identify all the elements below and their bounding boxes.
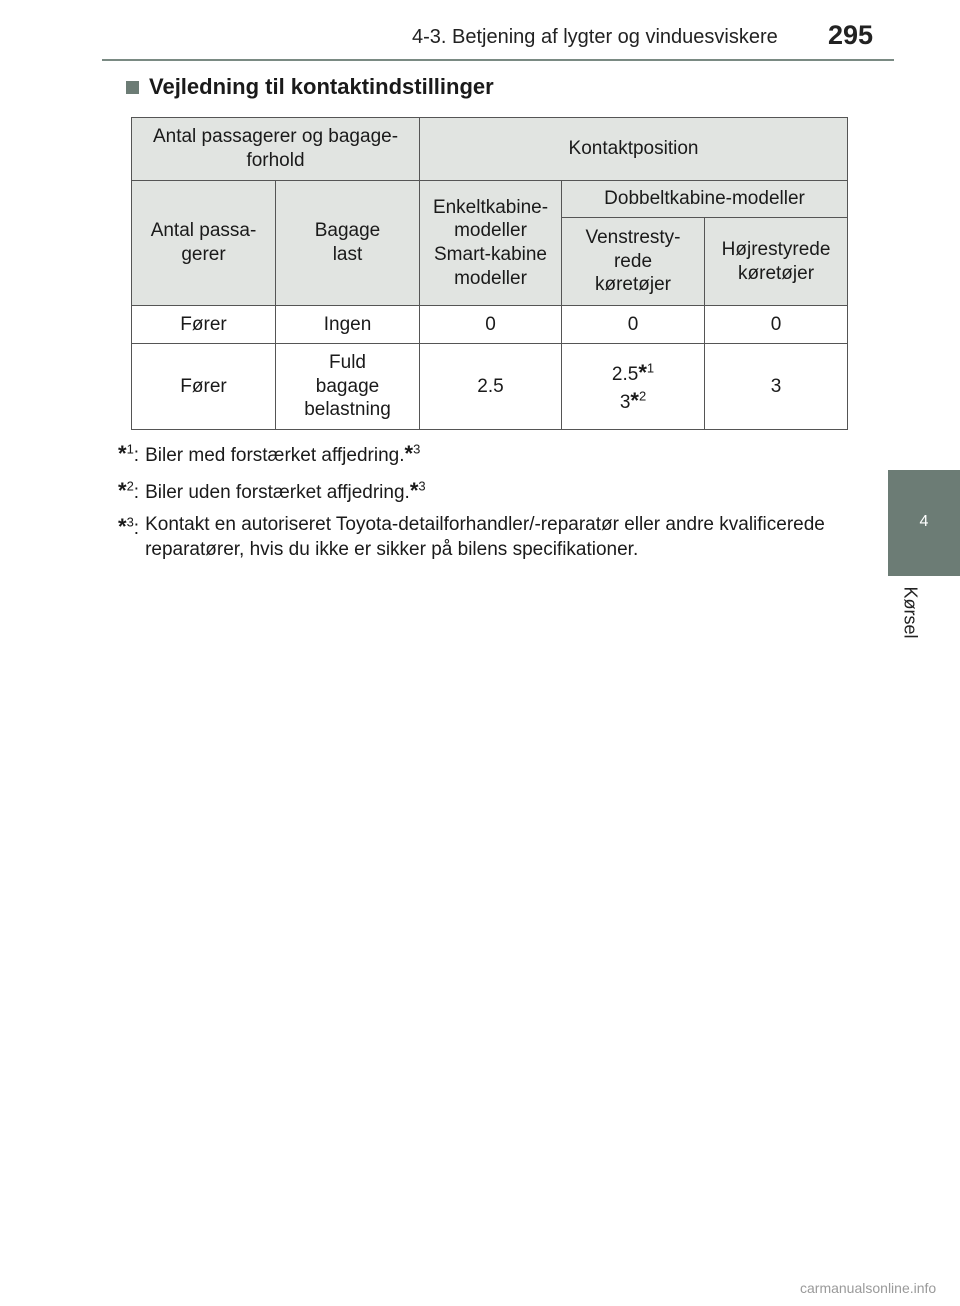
cell-passengers: Fører xyxy=(132,344,276,430)
header-passengers: Antal passa- gerer xyxy=(132,181,276,306)
asterisk-icon: * xyxy=(118,477,127,503)
asterisk-icon: * xyxy=(638,359,647,385)
footnote-cross-ref: 3 xyxy=(418,478,426,494)
footnote xyxy=(118,440,858,469)
page-number: 295 xyxy=(828,20,874,50)
chapter-label-text: Kørsel xyxy=(900,586,921,639)
running-header-title: 4-3. Betjening af lygter og vinduesviskere xyxy=(412,26,778,48)
footnote-ref: 2 xyxy=(638,388,647,404)
table-row xyxy=(132,306,848,344)
footnote-marker: *$^3$: xyxy=(118,514,140,540)
header-double-cab: Dobbeltkabine-modeller xyxy=(562,181,848,218)
cell-passengers: Fører xyxy=(132,306,276,344)
cell-left-hand-drive xyxy=(562,344,705,430)
watermark: carmanualsonline.info xyxy=(800,1280,937,1296)
header-luggage: Bagage last xyxy=(276,181,420,306)
footnotes xyxy=(118,440,858,571)
footnote-number: 1 xyxy=(126,441,134,457)
cell-luggage: Ingen xyxy=(276,306,420,344)
footnote-ref: 1 xyxy=(646,360,655,376)
footnote xyxy=(118,513,858,562)
cell-left-hand-drive: 0 xyxy=(562,306,705,344)
header-load-conditions: Antal passagerer og bagage- forhold xyxy=(132,118,420,181)
asterisk-icon: * xyxy=(404,441,414,466)
footnote-text xyxy=(145,477,426,506)
asterisk-icon: * xyxy=(118,441,127,466)
header-single-cab: Enkeltkabine- modeller Smart-kabine modeller xyxy=(420,181,562,306)
footnote-body: Biler uden forstærket affjedring. xyxy=(145,481,410,503)
cell-luggage: Fuld bagage belastning xyxy=(276,344,420,430)
cell-right-hand-drive: 0 xyxy=(705,306,848,344)
footnote-body: Kontakt en autoriseret Toyota-detailforhandler/-reparatør eller andre kvalificerede reparatører, hvis du ikke er sikker på bilens specifikationer. xyxy=(145,514,825,561)
asterisk-icon: * xyxy=(118,514,127,540)
asterisk-icon: * xyxy=(630,387,639,413)
header-right-hand-drive: Højrestyrede køretøjer xyxy=(705,218,848,306)
header-rule xyxy=(102,59,894,61)
footnote-marker: *$^1$: xyxy=(118,441,140,466)
cell-single-cab: 0 xyxy=(420,306,562,344)
section-heading-text: Vejledning til kontaktindstillinger xyxy=(149,74,494,99)
footnote-marker: *$^2$: xyxy=(118,477,140,503)
header-switch-position: Kontaktposition xyxy=(420,118,848,181)
footnote-body: Biler med forstærket affjedring. xyxy=(145,445,405,466)
header-left-hand-drive: Venstresty- rede køretøjer xyxy=(562,218,705,306)
footnote-number: 3 xyxy=(126,515,134,531)
table-row xyxy=(132,344,848,430)
footnote-cross-ref: 3 xyxy=(413,441,421,457)
footnote-number: 2 xyxy=(126,478,134,494)
footnote-text xyxy=(145,440,420,469)
cell-lhd-line-1 xyxy=(566,359,700,387)
asterisk-icon: * xyxy=(409,477,419,503)
chapter-label xyxy=(896,586,921,650)
cell-right-hand-drive: 3 xyxy=(705,344,848,430)
value-text: 2.5 xyxy=(611,363,639,385)
square-bullet-icon xyxy=(126,81,139,94)
section-heading xyxy=(126,74,494,100)
chapter-tab: 4 xyxy=(888,470,960,576)
switch-settings-table xyxy=(131,117,848,430)
footnote xyxy=(118,477,858,506)
cell-single-cab: 2.5 xyxy=(420,344,562,430)
value-text: 3 xyxy=(619,391,631,413)
cell-lhd-line-2 xyxy=(566,387,700,415)
